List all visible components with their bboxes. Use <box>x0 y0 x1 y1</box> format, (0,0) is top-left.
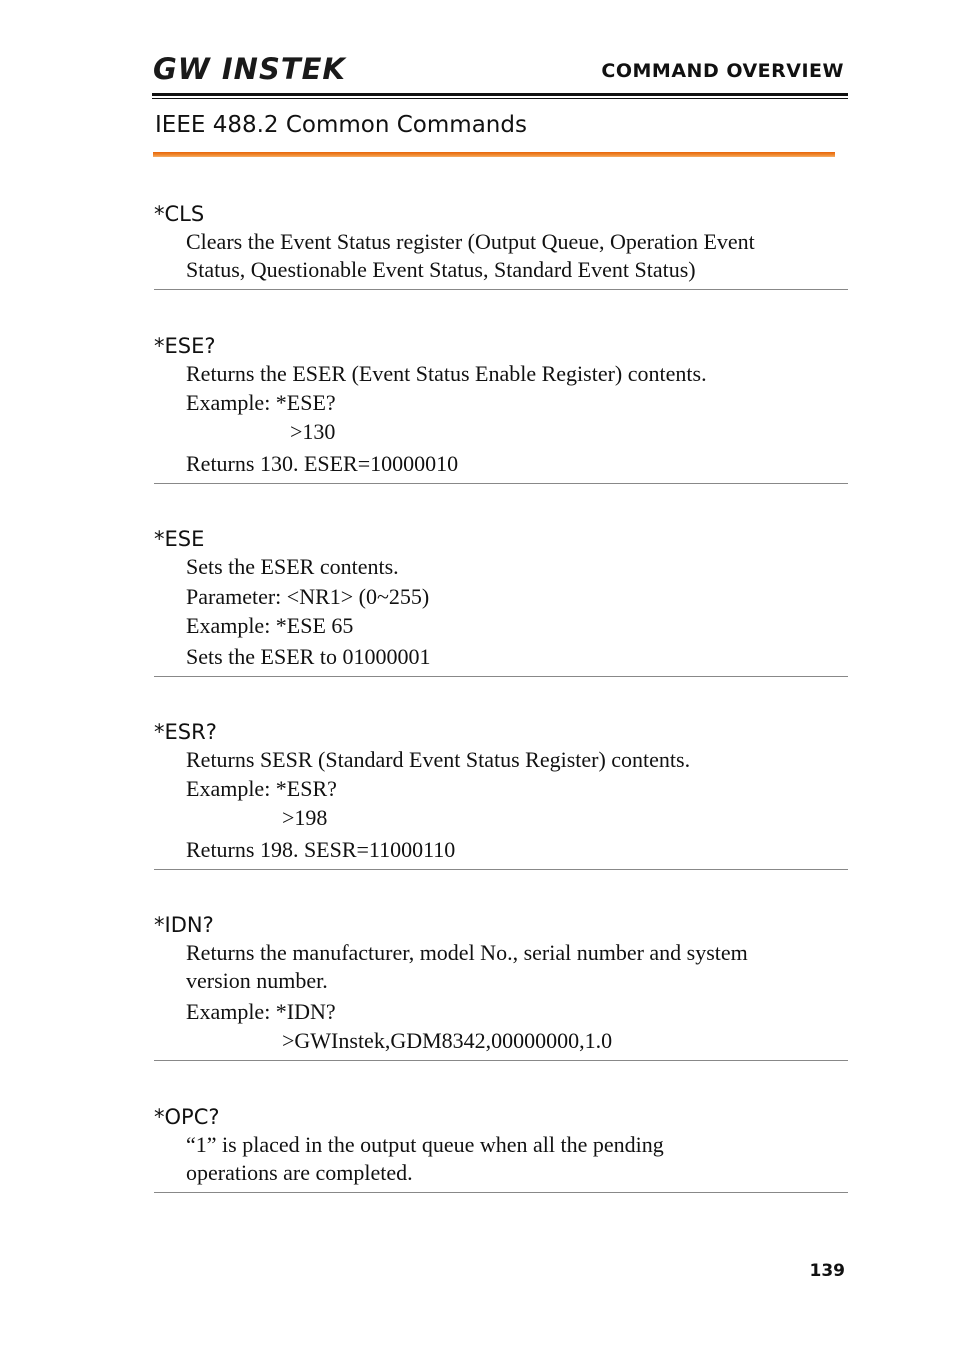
description-line: Returns the ESER (Event Status Enable Register) contents. <box>186 361 707 386</box>
header-rule <box>152 93 848 96</box>
example-response: >130 <box>290 419 336 444</box>
section-label: COMMAND OVERVIEW <box>601 60 844 82</box>
command-description <box>186 1130 848 1186</box>
title-underline-bar <box>153 152 835 157</box>
example-line: Example: *IDN? <box>186 999 336 1024</box>
description-line: version number. <box>186 968 328 993</box>
command-divider <box>154 676 848 677</box>
example-line: Example: *ESE 65 <box>186 613 354 638</box>
description-line: “1” is placed in the output queue when all the pending <box>186 1132 664 1157</box>
example-line: Example: *ESR? <box>186 776 337 801</box>
command-divider <box>154 1060 848 1061</box>
description-line: Returns 130. ESER=10000010 <box>186 451 459 476</box>
description-line: Sets the ESER contents. <box>186 554 399 579</box>
command-name: *CLS <box>154 202 205 226</box>
command-entry <box>154 201 848 290</box>
command-name: *ESR? <box>154 720 217 744</box>
page-number: 139 <box>809 1261 845 1281</box>
header-rule-thin <box>152 98 848 99</box>
command-name: *ESE <box>154 527 205 551</box>
description-line: Returns the manufacturer, model No., serial number and system <box>186 940 748 965</box>
command-divider <box>154 869 848 870</box>
logo-text: GW INSTEK <box>153 52 346 86</box>
command-entry <box>154 1104 848 1193</box>
command-divider <box>154 483 848 484</box>
command-entry <box>154 719 848 870</box>
command-entry <box>154 912 848 1061</box>
chapter-title: IEEE 488.2 Common Commands <box>155 112 527 138</box>
example-line: Example: *ESE? <box>186 390 336 415</box>
parameter-line: Parameter: <NR1> (0~255) <box>186 584 430 609</box>
description-line: Clears the Event Status register (Output Queue, Operation Event <box>186 229 755 254</box>
description-line: Sets the ESER to 01000001 <box>186 644 431 669</box>
command-name: *OPC? <box>154 1105 220 1129</box>
command-entry <box>154 333 848 484</box>
example-response: >198 <box>282 805 328 830</box>
command-name: *ESE? <box>154 334 216 358</box>
description-line: Returns SESR (Standard Event Status Register) contents. <box>186 747 691 772</box>
command-divider <box>154 1192 848 1193</box>
description-line: Status, Questionable Event Status, Standard Event Status) <box>186 257 696 282</box>
command-divider <box>154 289 848 290</box>
command-description <box>186 552 848 670</box>
command-description <box>186 359 848 477</box>
command-description <box>186 227 848 283</box>
command-name: *IDN? <box>154 913 214 937</box>
brand-logo <box>153 54 346 84</box>
example-response: >GWInstek,GDM8342,00000000,1.0 <box>282 1028 613 1053</box>
command-description <box>186 745 848 863</box>
command-description <box>186 938 848 1054</box>
description-line: operations are completed. <box>186 1160 413 1185</box>
description-line: Returns 198. SESR=11000110 <box>186 837 456 862</box>
command-entry <box>154 526 848 677</box>
